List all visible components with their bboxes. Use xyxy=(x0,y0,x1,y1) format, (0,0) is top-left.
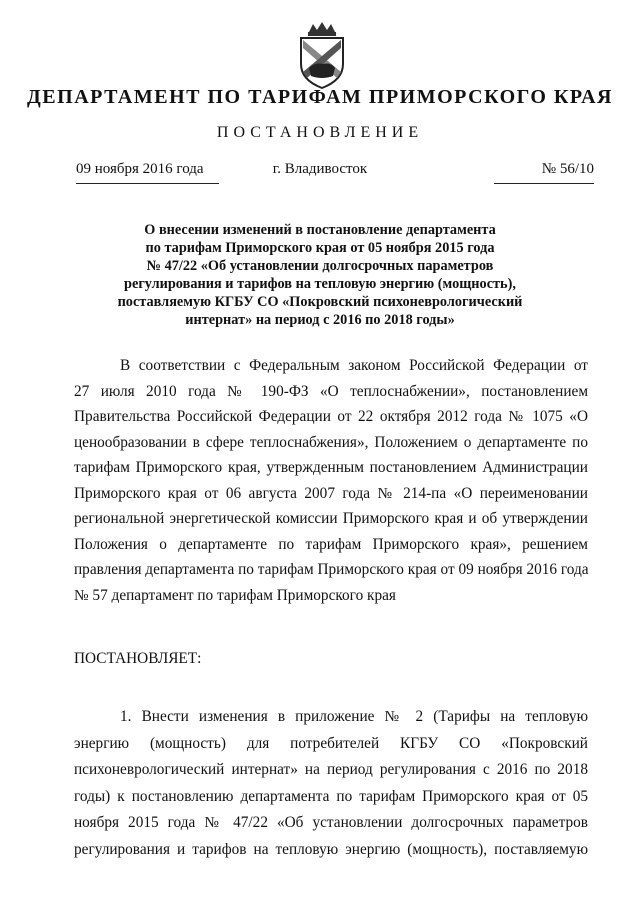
title-line: № 47/22 «Об установлении долгосрочных параметров xyxy=(146,258,494,274)
decree-heading: ПОСТАНОВЛЯЕТ: xyxy=(74,650,202,667)
preamble-line: В соответствии с Федеральным законом Российской Федерации от xyxy=(120,357,588,374)
document-date: 09 ноября 2016 года xyxy=(76,161,204,177)
document-number: № 56/10 xyxy=(541,161,594,177)
preamble-line: Приморского края от 06 августа 2007 года № 214-па «О переименовании xyxy=(74,484,588,502)
item-line: психоневрологический интернат» на период регулирования с 2016 по 2018 xyxy=(74,761,588,778)
document-city: г. Владивосток xyxy=(272,161,368,177)
preamble-line: Правительства Российской Федерации от 22 октября 2012 года № 1075 «О xyxy=(74,408,588,425)
item-line: регулирования и тарифов на тепловую энергию (мощность), поставляемую xyxy=(74,840,588,858)
document-title xyxy=(74,221,566,329)
title-line: регулирования и тарифов на тепловую энергию (мощность), xyxy=(124,276,516,292)
preamble-line: региональной энергетической комиссии Приморского края и об утверждении xyxy=(74,510,588,527)
department-name: ДЕПАРТАМЕНТ ПО ТАРИФАМ ПРИМОРСКОГО КРАЯ xyxy=(27,86,613,108)
item-line: энергию (мощность) для потребителей КГБУ СО «Покровский xyxy=(74,734,588,752)
preamble-line: Положения о департаменте по тарифам Приморского края», решением xyxy=(74,535,588,553)
title-line: по тарифам Приморского края от 05 ноября 2015 года xyxy=(145,240,495,256)
item-line: ноября 2015 года № 47/22 «Об установлении долгосрочных параметров xyxy=(74,814,588,831)
preamble-line: тарифам Приморского края, утвержденным постановлением Администрации xyxy=(74,459,588,476)
document-type: ПОСТАНОВЛЕНИЕ xyxy=(216,124,424,141)
title-line: поставляемую КГБУ СО «Покровский психоневрологический xyxy=(117,294,523,310)
item-line: годы) к постановлению департамента по тарифам Приморского края от 05 xyxy=(74,787,588,805)
number-underline xyxy=(494,183,594,184)
preamble-line: правления департамента по тарифам Приморского края от 09 ноября 2016 года xyxy=(74,561,589,578)
preamble-line: 27 июля 2010 года № 190-ФЗ «О теплоснабжении», постановлением xyxy=(74,382,588,400)
coat-of-arms-icon xyxy=(295,22,349,90)
item-1-paragraph xyxy=(74,704,588,863)
item-line: 1. Внести изменения в приложение № 2 (Тарифы на тепловую xyxy=(120,708,588,725)
preamble-paragraph xyxy=(74,353,588,608)
preamble-line: № 57 департамент по тарифам Приморского края xyxy=(74,586,396,604)
title-line: интернат» на период с 2016 по 2018 годы» xyxy=(185,312,455,328)
title-line: О внесении изменений в постановление департамента xyxy=(144,222,496,238)
preamble-line: ценообразовании в сфере теплоснабжения», Положением о департаменте по xyxy=(74,433,588,451)
date-underline xyxy=(76,183,219,184)
